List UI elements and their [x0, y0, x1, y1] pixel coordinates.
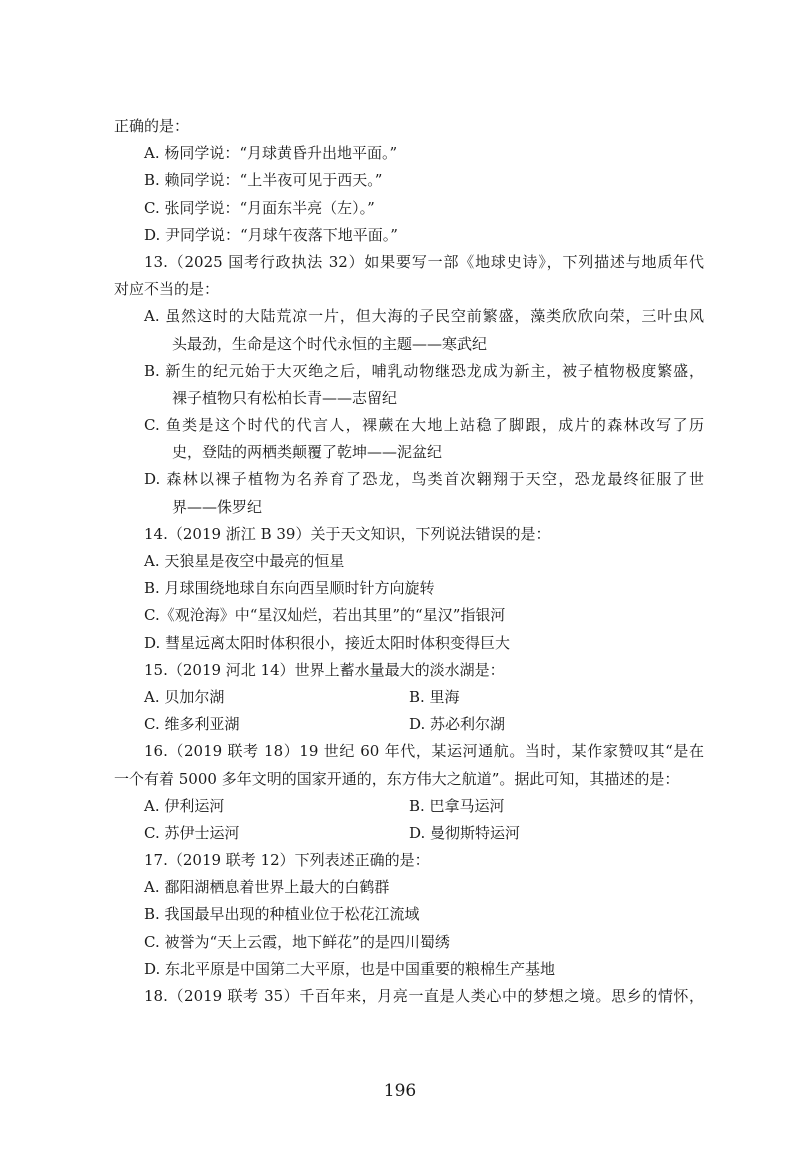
page-number: 196 — [383, 1081, 417, 1101]
q16-stem-line-1: 16.（2019 联考 18）19 世纪 60 年代，某运河通航。当时，某作家赞叹其“是在 — [144, 742, 704, 761]
q12-option-d: D. 尹同学说：“月球午夜落下地平面。” — [144, 225, 398, 244]
q16-options-row-2 — [114, 820, 704, 847]
q15-option-b: B. 里海 — [409, 687, 460, 706]
q13-option-d-line-1: D. 森林以裸子植物为名养育了恐龙，鸟类首次翱翔于天空，恐龙最终征服了世 — [144, 470, 704, 489]
q16-option-c: C. 苏伊士运河 — [144, 823, 240, 842]
q14-option-a: A. 天狼星是夜空中最亮的恒星 — [144, 552, 345, 570]
q17-option-b: B. 我国最早出现的种植业位于松花江流域 — [144, 905, 420, 924]
q13-option-b-line-2: 裸子植物只有松柏长青——志留纪 — [172, 388, 398, 407]
q13-option-a-line-1: A. 虽然这时的大陆荒凉一片，但大海的子民空前繁盛，藻类欣欣向荣，三叶虫风 — [144, 307, 704, 326]
q17-option-d: D. 东北平原是中国第二大平原，也是中国重要的粮棉生产基地 — [144, 959, 556, 978]
q13-option-b-line-1: B. 新生的纪元始于大灭绝之后，哺乳动物继恐龙成为新主，被子植物极度繁盛， — [144, 361, 704, 380]
q17-option-c: C. 被誉为“天上云霞，地下鲜花”的是四川蜀绣 — [144, 932, 450, 951]
q16-stem-line-2: 一个有着 5000 多年文明的国家开通的，东方伟大之航道”。据此可知，其描述的是： — [114, 769, 680, 788]
q12-option-a: A. 杨同学说：“月球黄昏升出地平面。” — [144, 144, 398, 163]
q16-options-row-1 — [114, 793, 704, 820]
q13-stem-line-1: 13.（2025 国考行政执法 32）如果要写一部《地球史诗》，下列描述与地质年代 — [144, 252, 704, 271]
q13-option-d-line-2: 界——侏罗纪 — [172, 497, 263, 516]
q15-options-row-1 — [114, 684, 704, 711]
question-text-body — [114, 113, 704, 1010]
q16-option-a: A. 伊利运河 — [144, 796, 225, 815]
q17-stem: 17.（2019 联考 12）下列表述正确的是： — [144, 851, 430, 870]
q14-option-b: B. 月球围绕地球自东向西呈顺时针方向旋转 — [144, 579, 435, 598]
q12-stem-tail: 正确的是： — [114, 117, 190, 135]
q13-stem-line-2: 对应不当的是： — [114, 280, 220, 299]
q18-stem-line-1: 18.（2019 联考 35）千百年来，月亮一直是人类心中的梦想之境。思乡的情怀， — [144, 987, 704, 1005]
q15-options-row-2 — [114, 711, 704, 738]
q14-stem: 14.（2019 浙江 B 39）关于天文知识，下列说法错误的是： — [144, 524, 551, 543]
q16-option-d: D. 曼彻斯特运河 — [409, 823, 521, 842]
q12-option-c: C. 张同学说：“月面东半亮（左）。” — [144, 198, 375, 217]
q15-option-d: D. 苏必利尔湖 — [409, 715, 506, 734]
q17-option-a: A. 鄱阳湖栖息着世界上最大的白鹤群 — [144, 878, 390, 897]
q12-option-b: B. 赖同学说：“上半夜可见于西天。” — [144, 171, 383, 190]
q15-stem: 15.（2019 河北 14）世界上蓄水量最大的淡水湖是： — [144, 660, 505, 679]
q15-option-a: A. 贝加尔湖 — [144, 687, 225, 706]
q16-option-b: B. 巴拿马运河 — [409, 796, 505, 815]
q15-option-c: C. 维多利亚湖 — [144, 715, 240, 734]
q13-option-c-line-1: C. 鱼类是这个时代的代言人，裸蕨在大地上站稳了脚跟，成片的森林改写了历 — [144, 416, 704, 435]
q14-option-d: D. 彗星远离太阳时体积很小，接近太阳时体积变得巨大 — [144, 633, 511, 652]
q13-option-c-line-2: 史，登陆的两栖类颠覆了乾坤——泥盆纪 — [172, 443, 443, 462]
q14-option-c: C.《观沧海》中“星汉灿烂，若出其里”的“星汉”指银河 — [144, 606, 506, 625]
q13-option-a-line-2: 头最劲，生命是这个时代永恒的主题——寒武纪 — [172, 334, 488, 353]
